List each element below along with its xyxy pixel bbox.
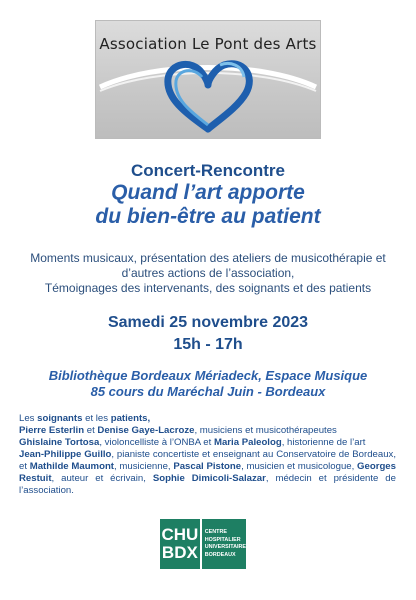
chu-logo-line: UNIVERSITAIRE xyxy=(204,544,246,550)
participant-group: patients xyxy=(110,413,148,424)
chu-logo-line: HOSPITALIER xyxy=(204,536,241,543)
participant-name: Denise Gaye-Lacroze xyxy=(97,425,195,436)
participant-name: Mathilde Maumont xyxy=(29,461,114,472)
participant-name: Pierre Esterlin xyxy=(19,425,85,436)
event-time: 15h - 17h xyxy=(173,336,243,353)
chu-bordeaux-logo xyxy=(160,519,246,569)
participant-name: Ghislaine Tortosa xyxy=(19,437,100,448)
description-line: d’autres actions de l’association, xyxy=(121,266,295,280)
association-logo xyxy=(95,20,321,139)
participants-text: Les soignants et les patients, Pierre Esterlin et Denise Gaye-Lacroze, musiciens et musicothérapeutes Ghislaine Tortosa, violoncelliste à l’ONBA et Maria Paleolog, historienne de l’art Jean-Philippe Guillo, pianiste concertiste et enseignant au Conservatoire de Bordeaux, et Mathilde Maumont, musicienne, Pascal Pistone, musicien et musicologue, Georges Restuit, auteur et écrivain, Sophie Dimicoli-Salazar, médecin et présidente de l’association. xyxy=(19,413,396,496)
event-address: 85 cours du Maréchal Juin - Bordeaux xyxy=(90,384,326,399)
description-line: Moments musicaux, présentation des ateliers de musicothérapie et xyxy=(30,251,386,265)
chu-logo-line: BORDEAUX xyxy=(204,551,236,558)
chu-logo-bottom: BDX xyxy=(161,543,198,562)
participant-name: Georges Restuit xyxy=(19,461,396,484)
event-date: Samedi 25 novembre 2023 xyxy=(107,314,309,331)
association-logo-text: Association Le Pont des Arts xyxy=(99,35,317,53)
participant-name: Maria Paleolog xyxy=(213,437,282,448)
participant-group: soignants xyxy=(37,413,83,424)
heart-bridge-icon xyxy=(96,21,320,138)
event-venue: Bibliothèque Bordeaux Mériadeck, Espace Musique xyxy=(48,368,368,383)
participant-name: Pascal Pistone xyxy=(173,461,242,472)
event-type: Concert-Rencontre xyxy=(131,161,285,180)
chu-logo-top: CHU xyxy=(161,525,199,544)
chu-logo-line: CENTRE xyxy=(204,529,227,535)
description-line: Témoignages des intervenants, des soignants et des patients xyxy=(44,281,372,295)
event-title-line-2: du bien-être au patient xyxy=(95,205,321,228)
participant-name: Jean-Philippe Guillo xyxy=(19,449,112,460)
participant-name: Sophie Dimicoli-Salazar xyxy=(152,473,266,484)
event-title-line-1: Quand l’art apporte xyxy=(111,181,305,204)
